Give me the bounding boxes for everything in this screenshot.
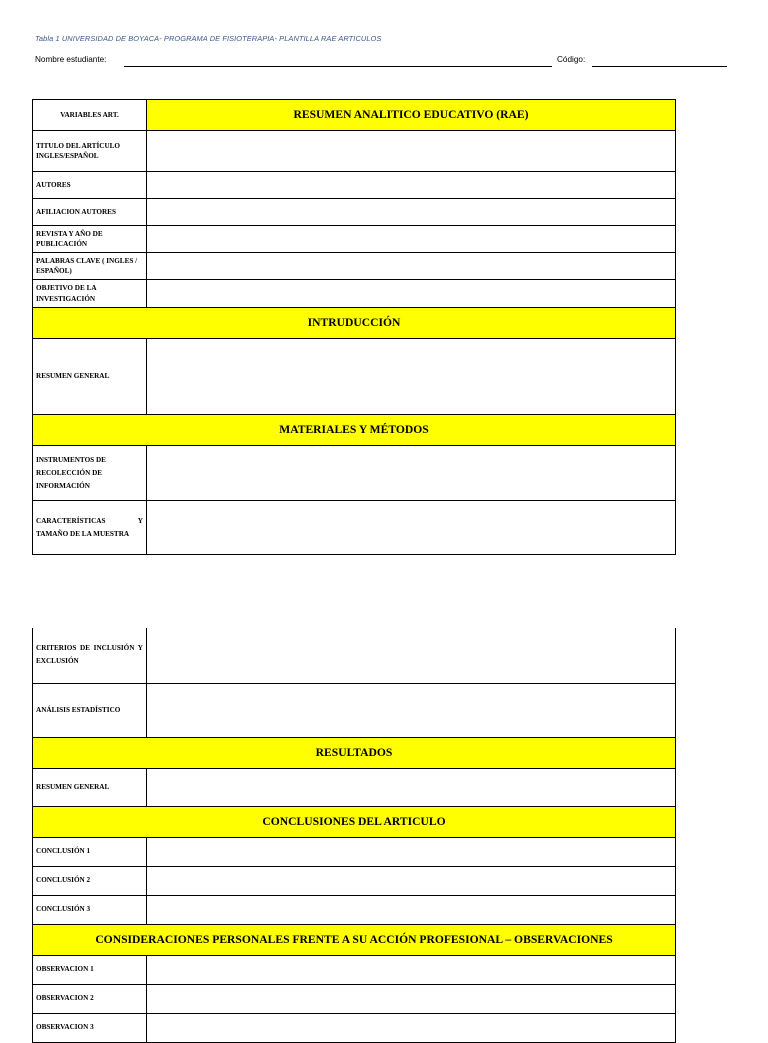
row-value-statistics[interactable] xyxy=(147,683,676,737)
row-label-intro-summary: RESUMEN GENERAL xyxy=(33,339,147,415)
rae-table-part-1 xyxy=(32,99,675,555)
row-value-conclusion-1[interactable] xyxy=(147,837,676,866)
row-label-keywords: PALABRAS CLAVE ( INGLES / ESPAÑOL) xyxy=(33,253,147,280)
row-value-observation-3[interactable] xyxy=(147,1013,676,1042)
row-label-affiliation: AFILIACION AUTORES xyxy=(33,199,147,226)
code-field[interactable] xyxy=(592,66,727,67)
row-value-instruments[interactable] xyxy=(147,446,676,501)
row-label-authors: AUTORES xyxy=(33,172,147,199)
section-conclusions: CONCLUSIONES DEL ARTICULO xyxy=(33,806,676,837)
row-label-conclusion-3: CONCLUSIÓN 3 xyxy=(33,895,147,924)
row-label-observation-1: OBSERVACION 1 xyxy=(33,955,147,984)
row-value-conclusion-3[interactable] xyxy=(147,895,676,924)
row-label-criteria: CRITERIOS DE INCLUSIÓN Y EXCLUSIÓN xyxy=(33,628,147,683)
code-label: Código: xyxy=(557,55,586,64)
row-label-sample: CARACTERÍSTICAS Y TAMAÑO DE LA MUESTRA xyxy=(33,501,147,555)
row-value-affiliation[interactable] xyxy=(147,199,676,226)
section-methods: MATERIALES Y MÉTODOS xyxy=(33,415,676,446)
student-info-line xyxy=(35,55,727,69)
row-value-criteria[interactable] xyxy=(147,628,676,683)
row-label-observation-2: OBSERVACION 2 xyxy=(33,984,147,1013)
row-value-authors[interactable] xyxy=(147,172,676,199)
row-label-title: TITULO DEL ARTÍCULO INGLES/ESPAÑOL xyxy=(33,131,147,172)
rae-table-part-2 xyxy=(32,628,675,1043)
row-label-results-summary: RESUMEN GENERAL xyxy=(33,768,147,806)
row-value-objective[interactable] xyxy=(147,280,676,308)
student-name-field[interactable] xyxy=(124,66,552,67)
row-label-conclusion-1: CONCLUSIÓN 1 xyxy=(33,837,147,866)
row-label-conclusion-2: CONCLUSIÓN 2 xyxy=(33,866,147,895)
row-label-objective: OBJETIVO DE LA INVESTIGACIÓN xyxy=(33,280,147,308)
variables-header: VARIABLES ART. xyxy=(33,100,147,131)
student-name-label: Nombre estudiante: xyxy=(35,55,107,64)
row-value-observation-2[interactable] xyxy=(147,984,676,1013)
section-considerations: CONSIDERACIONES PERSONALES FRENTE A SU ACCIÓN PROFESIONAL – OBSERVACIONES xyxy=(33,924,676,955)
row-value-conclusion-2[interactable] xyxy=(147,866,676,895)
section-introduction: INTRUDUCCIÓN xyxy=(33,308,676,339)
row-label-journal: REVISTA Y AÑO DE PUBLICACIÓN xyxy=(33,226,147,253)
row-value-sample[interactable] xyxy=(147,501,676,555)
row-label-instruments: INSTRUMENTOS DE RECOLECCIÓN DE INFORMACIÓN xyxy=(33,446,147,501)
rae-title: RESUMEN ANALITICO EDUCATIVO (RAE) xyxy=(147,100,676,131)
row-label-observation-3: OBSERVACION 3 xyxy=(33,1013,147,1042)
row-value-intro-summary[interactable] xyxy=(147,339,676,415)
row-value-results-summary[interactable] xyxy=(147,768,676,806)
section-results: RESULTADOS xyxy=(33,737,676,768)
row-label-statistics: ANÁLISIS ESTADÍSTICO xyxy=(33,683,147,737)
row-value-observation-1[interactable] xyxy=(147,955,676,984)
row-value-journal[interactable] xyxy=(147,226,676,253)
table-caption: Tabla 1 UNIVERSIDAD DE BOYACA- PROGRAMA DE FISIOTERAPIA- PLANTILLA RAE ARTICULOS xyxy=(35,34,382,43)
row-value-title[interactable] xyxy=(147,131,676,172)
row-value-keywords[interactable] xyxy=(147,253,676,280)
